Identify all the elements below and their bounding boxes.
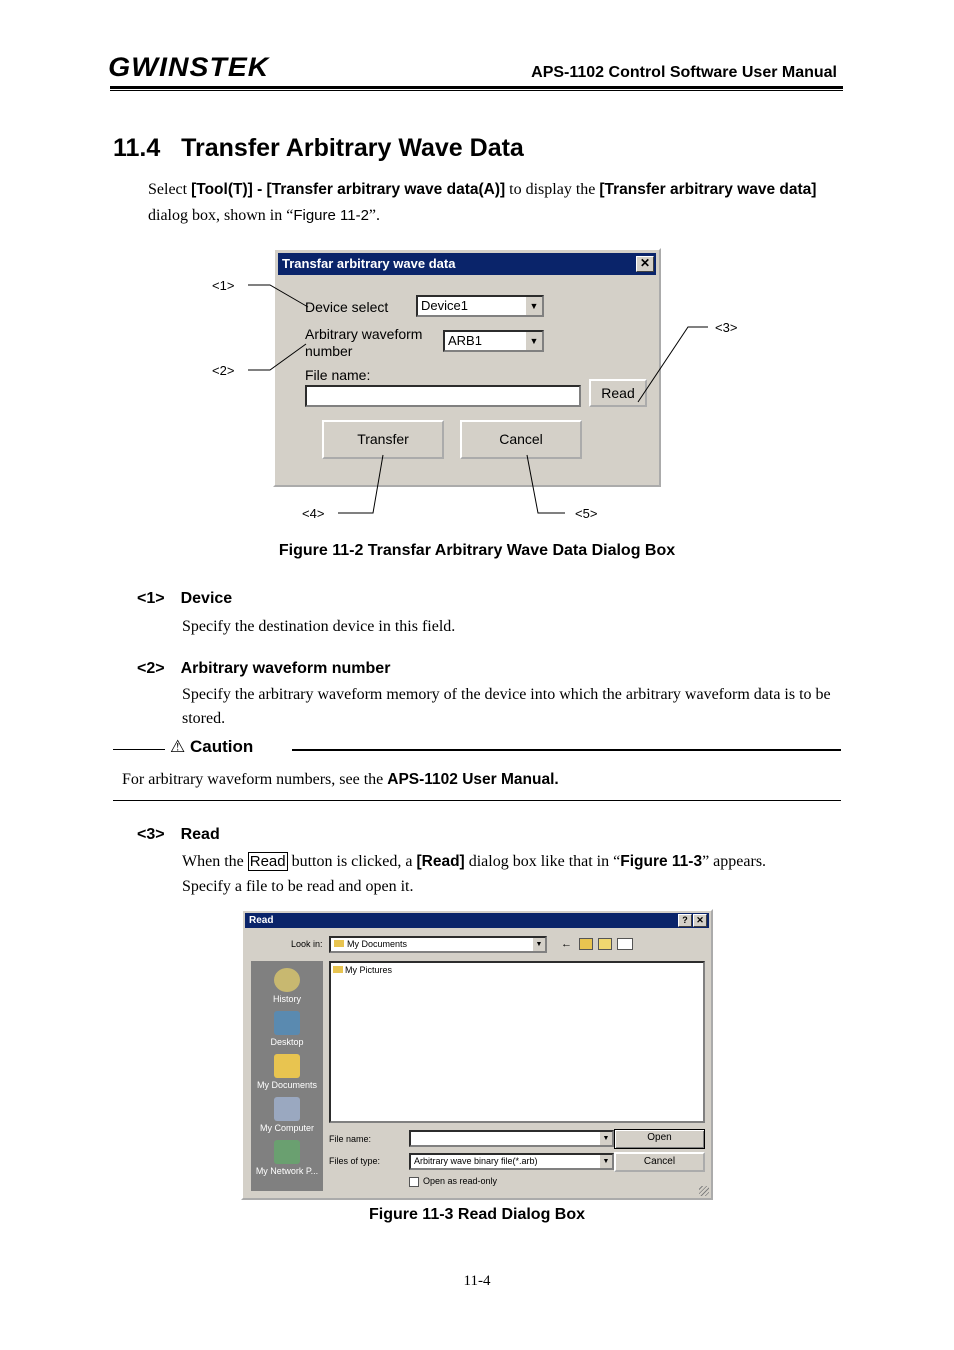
caution-text: For arbitrary waveform numbers, see the APS-1102 User Manual. xyxy=(122,771,559,788)
up-folder-icon[interactable] xyxy=(579,938,593,950)
item-1-heading: <1> Device xyxy=(137,590,233,607)
page-number: 11-4 xyxy=(463,1273,491,1289)
chevron-down-icon[interactable]: ▼ xyxy=(525,332,542,350)
list-item[interactable]: My Pictures xyxy=(333,965,392,975)
annotation-3: <3> xyxy=(715,320,738,335)
computer-icon xyxy=(274,1097,300,1121)
transfer-dialog-title: Transfar arbitrary wave data xyxy=(278,253,656,275)
look-in-label: Look in: xyxy=(291,939,323,949)
arb-number-label: Arbitrary waveform number xyxy=(305,326,423,359)
section-title: 11.4 Transfer Arbitrary Wave Data xyxy=(113,134,524,162)
back-icon[interactable]: ← xyxy=(561,938,572,950)
figure-11-3-caption: Figure 11-3 Read Dialog Box xyxy=(368,1206,586,1223)
annotation-5: <5> xyxy=(575,506,598,521)
look-in-combo[interactable] xyxy=(329,936,547,953)
read-button[interactable]: Read xyxy=(589,379,647,407)
file-name-label: File name: xyxy=(329,1134,372,1144)
places-desktop[interactable]: Desktop xyxy=(252,1011,322,1047)
device-select-value: Device1 xyxy=(421,298,468,313)
intro-paragraph: Select [Tool(T)] - [Transfer arbitrary wave data(A)] to display the [Transfer arbitrary wave data] dialog box, shown in “Figure 11-2”. xyxy=(148,181,817,224)
resize-grip-icon[interactable] xyxy=(699,1186,709,1196)
arb-number-value: ARB1 xyxy=(448,333,482,348)
warning-icon: ⚠ xyxy=(170,737,186,756)
read-only-checkbox[interactable] xyxy=(409,1177,419,1187)
annotation-lines xyxy=(0,0,954,540)
callout-line-1 xyxy=(248,285,308,307)
caution-rule-right xyxy=(292,749,841,751)
documents-folder-icon xyxy=(274,1054,300,1078)
places-my-documents[interactable]: My Documents xyxy=(252,1054,322,1090)
callout-line-3 xyxy=(638,327,708,402)
close-icon[interactable]: ✕ xyxy=(693,914,707,927)
read-dialog-title: Read xyxy=(245,913,709,928)
cancel-button[interactable]: Cancel xyxy=(614,1152,705,1172)
read-only-checkbox-row[interactable] xyxy=(409,1176,497,1187)
callout-line-4 xyxy=(338,455,383,513)
item-2-heading: <2> Arbitrary waveform number xyxy=(137,660,391,677)
close-icon[interactable]: ✕ xyxy=(636,256,654,272)
places-my-computer[interactable]: My Computer xyxy=(252,1097,322,1133)
transfer-button[interactable]: Transfer xyxy=(322,420,444,459)
open-button[interactable]: Open xyxy=(614,1129,705,1149)
callout-line-2 xyxy=(248,344,306,370)
file-name-label: File name: xyxy=(305,367,371,383)
help-icon[interactable]: ? xyxy=(678,914,692,927)
read-dialog xyxy=(241,909,713,1200)
file-type-label: Files of type: xyxy=(329,1156,381,1166)
read-only-label: Open as read-only xyxy=(423,1176,498,1186)
view-menu-icon[interactable] xyxy=(617,938,633,950)
item-1-text: Specify the destination device in this field. xyxy=(182,618,456,635)
brand-logo: GWINSTEK xyxy=(108,52,270,82)
item-3-heading: <3> Read xyxy=(137,826,220,843)
item-2-text: Specify the arbitrary waveform memory of the device into which the arbitrary waveform data is to be stored. xyxy=(182,686,831,727)
desktop-icon xyxy=(274,1011,300,1035)
figure-11-2-caption: Figure 11-2 Transfar Arbitrary Wave Data Dialog Box xyxy=(278,542,676,559)
chevron-down-icon[interactable]: ▼ xyxy=(599,1132,612,1145)
caution-rule-left xyxy=(113,749,165,750)
file-list[interactable] xyxy=(329,961,705,1123)
look-in-value: My Documents xyxy=(347,939,408,949)
file-name-combo[interactable] xyxy=(409,1130,614,1147)
folder-icon xyxy=(333,966,343,973)
chevron-down-icon[interactable]: ▼ xyxy=(599,1155,612,1168)
history-icon xyxy=(274,968,300,992)
chevron-down-icon[interactable]: ▼ xyxy=(525,297,542,315)
annotation-1: <1> xyxy=(212,278,235,293)
network-icon xyxy=(274,1140,300,1164)
places-history[interactable]: History xyxy=(252,968,322,1004)
device-select-label: Device select xyxy=(305,299,389,315)
file-type-value: Arbitrary wave binary file(*.arb) xyxy=(414,1156,538,1166)
file-type-combo[interactable] xyxy=(409,1153,614,1170)
annotation-2: <2> xyxy=(212,363,235,378)
chevron-down-icon[interactable]: ▼ xyxy=(532,938,545,951)
new-folder-icon[interactable] xyxy=(598,938,612,950)
folder-icon xyxy=(334,940,344,947)
manual-title: APS-1102 Control Software User Manual xyxy=(531,64,837,81)
caution-rule-bottom xyxy=(113,800,841,801)
callout-line-5 xyxy=(527,455,565,513)
places-my-network[interactable]: My Network P... xyxy=(252,1140,322,1176)
annotation-4: <4> xyxy=(302,506,325,521)
caution-heading: ⚠ Caution xyxy=(170,737,254,756)
cancel-button[interactable]: Cancel xyxy=(460,420,582,459)
read-paragraph: When the Read button is clicked, a [Read] dialog box like that in “Figure 11-3” appears. Specify a file to be read and open it. xyxy=(182,853,767,895)
